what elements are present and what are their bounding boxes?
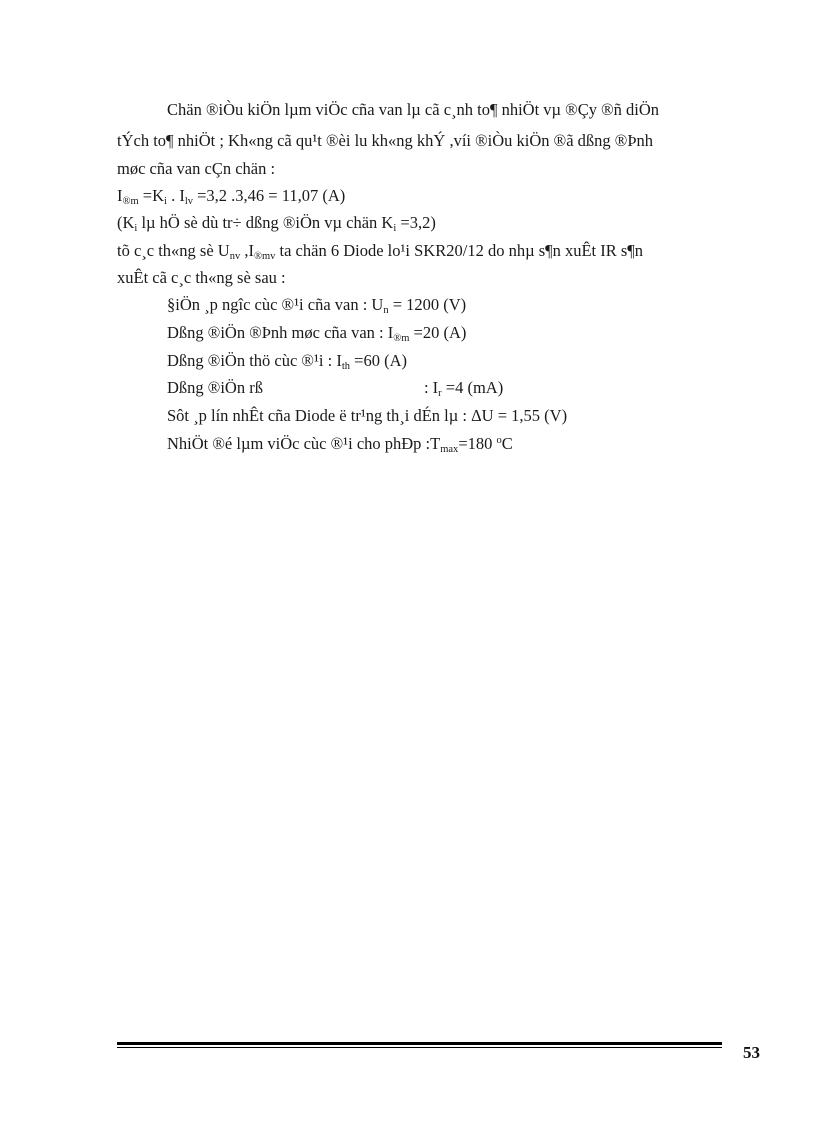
paragraph-line: xuÊt cã c¸c th«ng sè sau : [117, 268, 286, 287]
spec-item: NhiÖt ®é lµm viÖc cùc ®¹i cho phÐp $:T_{max}=180$ $^o$C [167, 434, 513, 455]
paragraph-line: møc cña van cÇn chän : [117, 159, 276, 178]
spec-item: Dßng ®iÖn thö cùc ®¹i : $I_{th} =60$ (A) [167, 351, 407, 372]
spec-item: Dßng ®iÖn ®Þnh møc cña van : $I_{®m} =20$ (A) [167, 323, 467, 344]
formula-note: ($K_i$ lµ hÖ sè dù tr÷ dßng ®iÖn vµ chän $K_i =3,2$) [117, 213, 436, 234]
spec-item: Dßng ®iÖn rß : $I_r =4$ (mA) [167, 378, 504, 399]
paragraph-line: tõ c¸c th«ng sè $U_{nv}$ $,I_{®mv}$ ta chän 6 Diode lo¹i SKR20/12 do nhµ s¶n xuÊt IR s¶n [117, 241, 644, 262]
page-number: 53 [743, 1043, 760, 1062]
paragraph-line: Chän ®iÒu kiÖn lµm viÖc cña van lµ cã c¸nh to¶ nhiÖt vµ ®Çy ®ñ diÖn [167, 100, 659, 119]
spec-item: §iÖn ¸p ngîc cùc ®¹i cña van : $U_n = 1200$ (V) [167, 295, 467, 316]
paragraph-line: tÝch to¶ nhiÖt ; Kh«ng cã qu¹t ®èi lu kh«ng khÝ ,víi ®iÒu kiÖn ®ã dßng ®Þnh [117, 131, 653, 150]
formula-rated-current: $I_{®m} =K_i$ . $I_{lv} =3,2$ .3,46 = 11,07 (A) [117, 186, 346, 207]
spec-item: Sôt ¸p lín nhÊt cña Diode ë tr¹ng th¸i dÉn lµ : ΔU = 1,55 (V) [167, 406, 568, 425]
footer-rule-thin [117, 1047, 722, 1048]
footer-rule [117, 1042, 722, 1045]
